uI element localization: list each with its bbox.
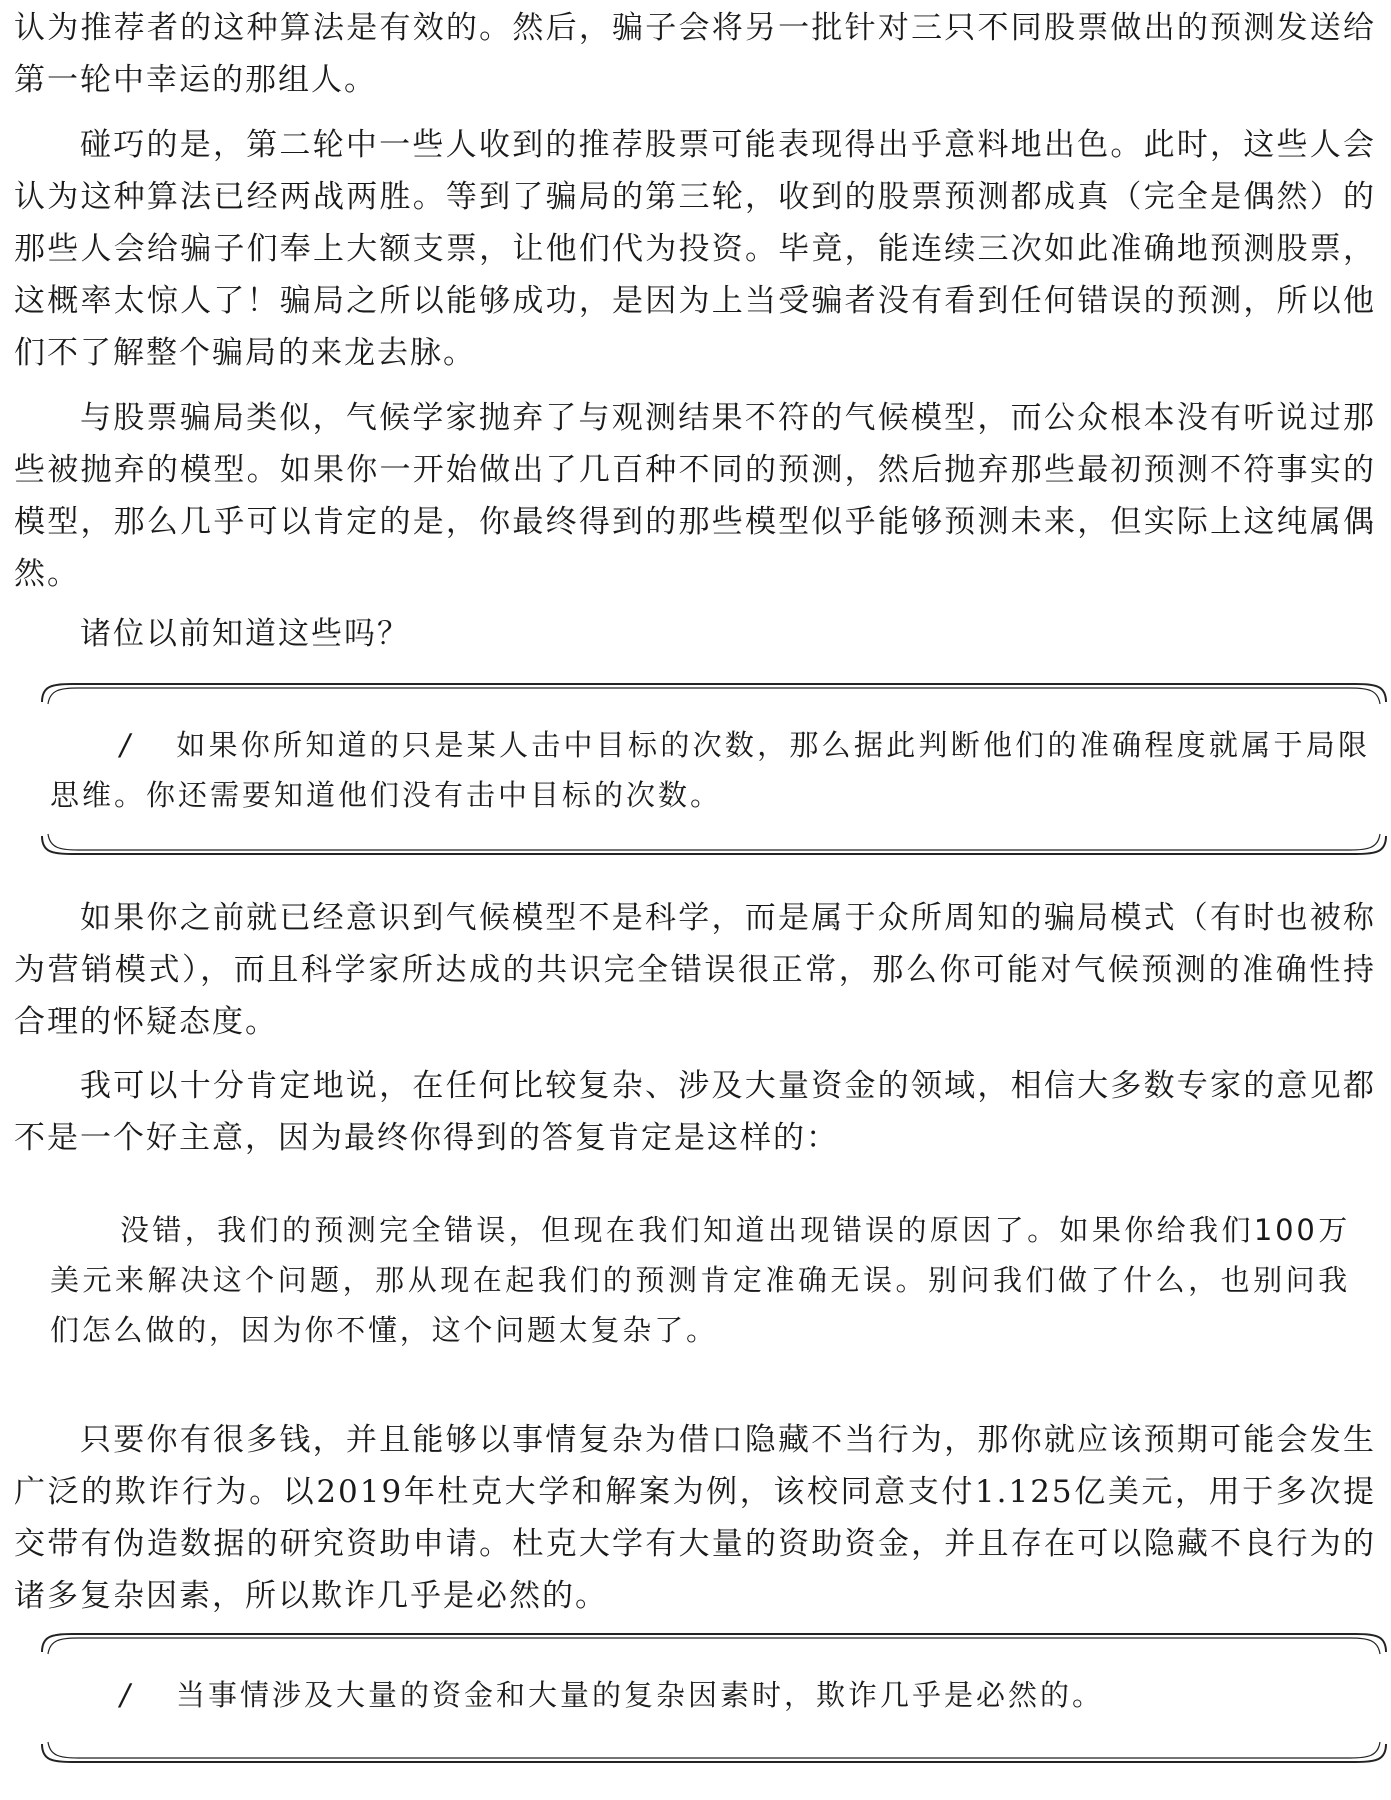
callout-text — [50, 720, 1370, 820]
callout-box — [38, 676, 1390, 866]
paragraph: 认为推荐者的这种算法是有效的。然后，骗子会将另一批针对三只不同股票做出的预测发送给第一轮中幸运的那组人。 — [14, 10, 1376, 98]
paragraph: 只要你有很多钱，并且能够以事情复杂为借口隐藏不当行为，那你就应该预期可能会发生广泛的欺诈行为。以2019年杜克大学和解案为例，该校同意支付1.125亿美元，用于多次提交带有伪造数据的研究资助申请。杜克大学有大量的资助资金，并且存在可以隐藏不良行为的诸多复杂因素，所以欺诈几乎是必然的。 — [14, 1422, 1376, 1614]
callout-top-border — [38, 676, 1390, 706]
paragraph: 我可以十分肯定地说，在任何比较复杂、涉及大量资金的领域，相信大多数专家的意见都不是一个好主意，因为最终你得到的答复肯定是这样的： — [14, 1068, 1376, 1156]
paragraph: 与股票骗局类似，气候学家抛弃了与观测结果不符的气候模型，而公众根本没有听说过那些被抛弃的模型。如果你一开始做出了几百种不同的预测，然后抛弃那些最初预测不符事实的模型，那么几乎可以肯定的是，你最终得到的那些模型似乎能够预测未来，但实际上这纯属偶然。 — [14, 400, 1376, 592]
callout-text — [50, 1670, 1370, 1720]
callout-slash-mark: / — [120, 728, 133, 762]
callout-body: 如果你所知道的只是某人击中目标的次数，那么据此判断他们的准确程度就属于局限思维。你还需要知道他们没有击中目标的次数。 — [50, 728, 1370, 812]
callout-bottom-border — [38, 832, 1390, 862]
paragraph: 如果你之前就已经意识到气候模型不是科学，而是属于众所周知的骗局模式（有时也被称为营销模式），而且科学家所达成的共识完全错误很正常，那么你可能对气候预测的准确性持合理的怀疑态度。 — [14, 900, 1376, 1040]
callout-top-border — [38, 1626, 1390, 1656]
block-quote: 没错，我们的预测完全错误，但现在我们知道出现错误的原因了。如果你给我们100万美元来解决这个问题，那从现在起我们的预测肯定准确无误。别问我们做了什么，也别问我们怎么做的，因为你不懂，这个问题太复杂了。 — [50, 1213, 1350, 1347]
callout-bottom-border — [38, 1740, 1390, 1770]
callout-box — [38, 1626, 1390, 1776]
paragraph: 诸位以前知道这些吗？ — [80, 616, 410, 652]
callout-slash-mark: / — [120, 1678, 133, 1712]
paragraph: 碰巧的是，第二轮中一些人收到的推荐股票可能表现得出乎意料地出色。此时，这些人会认为这种算法已经两战两胜。等到了骗局的第三轮，收到的股票预测都成真（完全是偶然）的那些人会给骗子们奉上大额支票，让他们代为投资。毕竟，能连续三次如此准确地预测股票，这概率太惊人了！骗局之所以能够成功，是因为上当受骗者没有看到任何错误的预测，所以他们不了解整个骗局的来龙去脉。 — [14, 127, 1376, 371]
callout-body: 当事情涉及大量的资金和大量的复杂因素时，欺诈几乎是必然的。 — [176, 1678, 1105, 1712]
